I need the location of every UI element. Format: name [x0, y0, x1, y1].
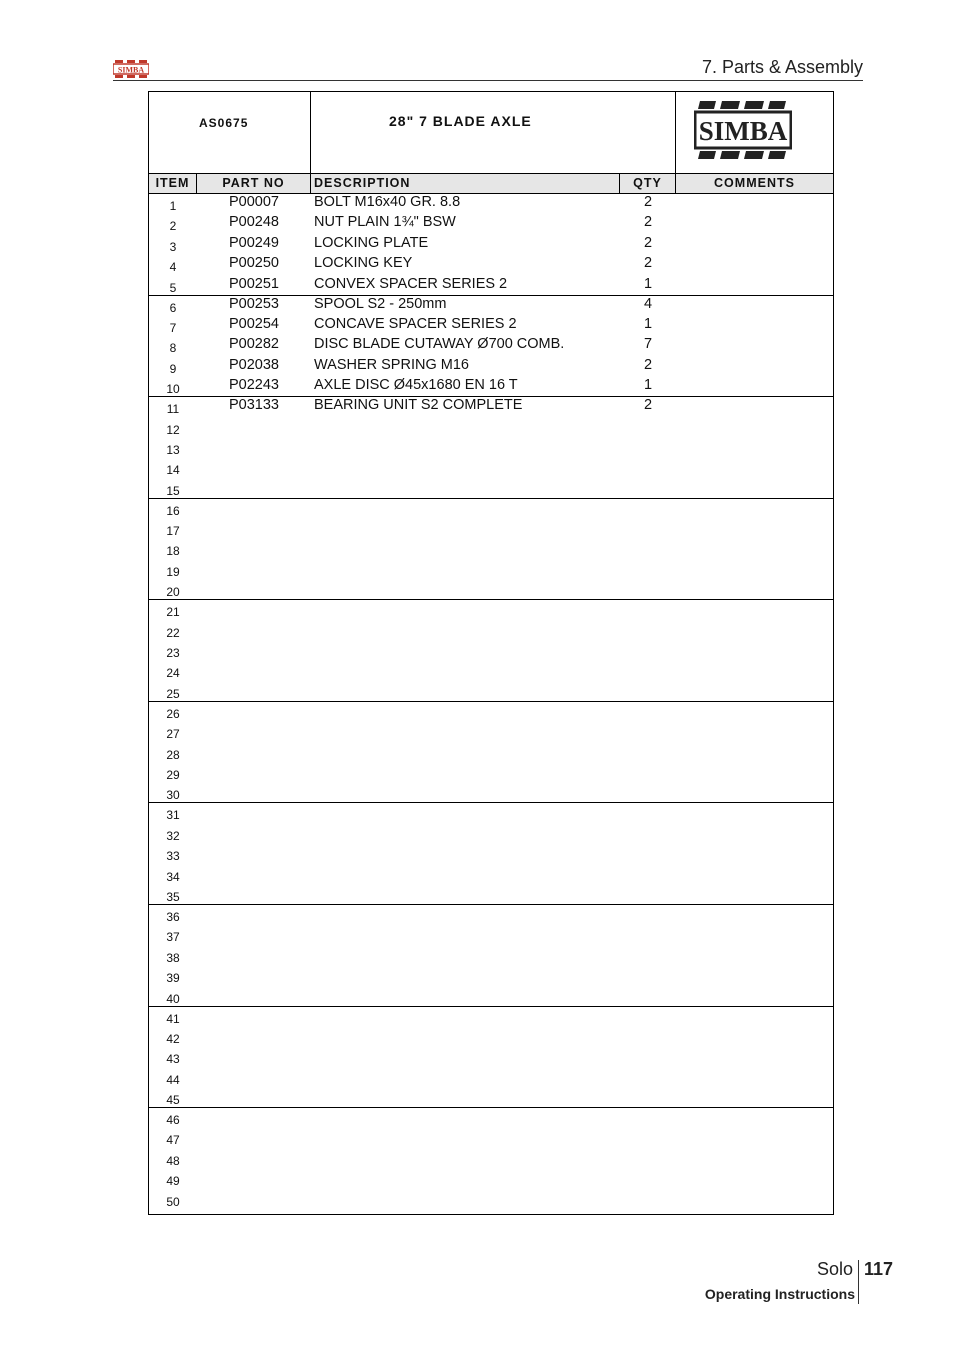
parts-list: [149, 194, 833, 1210]
table-row: [149, 682, 833, 702]
table-row: [149, 479, 833, 499]
item-number: 28: [166, 747, 180, 762]
part-qty: 2: [643, 234, 653, 251]
item-number: 45: [166, 1093, 180, 1108]
table-row: [149, 600, 833, 620]
part-number: P00249: [229, 234, 279, 251]
title-block: [149, 92, 833, 173]
item-number: 38: [166, 950, 180, 965]
table-row: [149, 641, 833, 661]
item-number: 3: [169, 239, 177, 254]
item-number: 25: [166, 686, 180, 701]
item-number: 35: [166, 889, 180, 904]
table-row: [149, 824, 833, 844]
table-row: [149, 763, 833, 783]
col-header-qty: QTY: [620, 174, 676, 193]
item-number: 5: [169, 280, 177, 295]
item-number: 30: [166, 788, 180, 803]
item-number: 48: [166, 1153, 180, 1168]
table-row: [149, 1068, 833, 1088]
item-number: 50: [166, 1194, 180, 1209]
item-number: 7: [169, 320, 177, 335]
item-number: 27: [166, 727, 180, 742]
table-row: [149, 844, 833, 864]
part-description: DISC BLADE CUTAWAY Ø700 COMB.: [314, 336, 565, 353]
col-header-description: DESCRIPTION: [311, 174, 620, 193]
footer-doc-type: Operating Instructions: [704, 1286, 855, 1302]
part-qty: 4: [643, 295, 653, 312]
item-number: 1: [169, 199, 177, 213]
item-number: 23: [166, 646, 180, 661]
part-number: P00253: [229, 295, 279, 312]
part-number: P02038: [229, 356, 279, 373]
part-qty: 2: [643, 397, 653, 414]
table-row: [149, 519, 833, 539]
item-number: 39: [166, 971, 180, 986]
table-row: [149, 357, 833, 377]
item-number: 32: [166, 828, 180, 843]
item-number: 2: [169, 219, 177, 234]
part-description: WASHER SPRING M16: [314, 356, 469, 373]
item-number: 42: [166, 1031, 180, 1046]
table-row: [149, 438, 833, 458]
table-row: [149, 194, 833, 214]
item-number: 22: [166, 625, 180, 640]
item-number: 43: [166, 1052, 180, 1067]
table-row: [149, 1088, 833, 1108]
col-header-comments: COMMENTS: [714, 176, 795, 190]
col-header-item: ITEM: [149, 174, 197, 193]
column-headers: [149, 173, 833, 194]
part-number: P00250: [229, 255, 279, 272]
table-row: [149, 783, 833, 803]
part-qty: 2: [643, 356, 653, 373]
item-number: 46: [166, 1113, 180, 1128]
part-description: LOCKING KEY: [314, 255, 413, 272]
svg-text:SIMBA: SIMBA: [698, 116, 788, 146]
item-number: 29: [166, 767, 180, 782]
item-number: 12: [166, 422, 180, 437]
table-row: [149, 966, 833, 986]
part-description: LOCKING PLATE: [314, 234, 429, 251]
item-number: 6: [169, 300, 177, 315]
table-row: [149, 560, 833, 580]
item-number: 41: [166, 1011, 180, 1026]
assembly-code: AS0675: [199, 116, 249, 130]
table-row: [149, 885, 833, 905]
table-row: [149, 987, 833, 1007]
table-row: [149, 946, 833, 966]
table-row: [149, 1108, 833, 1128]
part-description: CONVEX SPACER SERIES 2: [314, 275, 508, 292]
table-row: [149, 1007, 833, 1027]
item-number: 13: [166, 442, 180, 457]
part-qty: 1: [643, 275, 653, 292]
part-description: BOLT M16x40 GR. 8.8: [314, 194, 461, 210]
table-row: [149, 458, 833, 478]
table-row: [149, 1169, 833, 1189]
simba-logo: [694, 99, 792, 161]
part-number: P00254: [229, 315, 279, 332]
table-row: [149, 580, 833, 600]
item-number: 14: [166, 463, 180, 478]
part-qty: 7: [643, 336, 653, 353]
table-row: [149, 743, 833, 763]
table-row: [149, 255, 833, 275]
table-row: [149, 418, 833, 438]
assembly-title-cell: [311, 92, 676, 173]
table-row: [149, 803, 833, 823]
parts-sheet: [148, 91, 834, 1215]
part-number: P03133: [229, 397, 279, 414]
table-row: [149, 702, 833, 722]
item-number: 26: [166, 706, 180, 721]
part-number: P00251: [229, 275, 279, 292]
item-number: 17: [166, 524, 180, 539]
table-row: [149, 1190, 833, 1210]
item-number: 34: [166, 869, 180, 884]
col-header-part-no: PART NO: [197, 174, 311, 193]
item-number: 20: [166, 585, 180, 600]
part-description: AXLE DISC Ø45x1680 EN 16 T: [314, 377, 518, 394]
part-qty: 1: [643, 377, 653, 394]
table-row: [149, 1047, 833, 1067]
item-number: 31: [166, 808, 180, 823]
table-row: [149, 499, 833, 519]
simba-logo-small: [113, 59, 149, 79]
item-number: 11: [166, 402, 180, 417]
assembly-title: 28" 7 BLADE AXLE: [389, 113, 532, 129]
part-qty: 2: [643, 194, 653, 210]
item-number: 44: [166, 1072, 180, 1087]
item-number: 49: [166, 1174, 180, 1189]
part-description: NUT PLAIN 1¾" BSW: [314, 214, 456, 231]
table-row: [149, 722, 833, 742]
item-number: 4: [169, 260, 177, 275]
part-number: P00282: [229, 336, 279, 353]
table-row: [149, 235, 833, 255]
item-number: 15: [166, 483, 180, 498]
part-qty: 1: [643, 315, 653, 332]
item-number: 19: [166, 564, 180, 579]
part-number: P02243: [229, 377, 279, 394]
part-description: BEARING UNIT S2 COMPLETE: [314, 397, 523, 414]
section-title: 7. Parts & Assembly: [701, 57, 863, 77]
item-number: 16: [166, 503, 180, 518]
assembly-code-cell: [149, 92, 311, 173]
table-row: [149, 316, 833, 336]
item-number: 24: [166, 666, 180, 681]
item-number: 8: [169, 341, 177, 356]
item-number: 9: [169, 361, 177, 376]
table-row: [149, 661, 833, 681]
footer-divider: [858, 1260, 859, 1304]
svg-text:SIMBA: SIMBA: [117, 65, 145, 75]
item-number: 40: [166, 991, 180, 1006]
part-qty: 2: [643, 214, 653, 231]
table-row: [149, 214, 833, 234]
table-row: [149, 1027, 833, 1047]
table-row: [149, 296, 833, 316]
table-row: [149, 336, 833, 356]
table-row: [149, 905, 833, 925]
table-row: [149, 539, 833, 559]
table-row: [149, 1128, 833, 1148]
item-number: 21: [166, 605, 180, 620]
table-row: [149, 925, 833, 945]
part-description: SPOOL S2 - 250mm: [314, 295, 447, 312]
item-number: 36: [166, 909, 180, 924]
item-number: 10: [166, 382, 180, 397]
simba-logo-cell: [676, 92, 833, 173]
table-row: [149, 1149, 833, 1169]
item-number: 33: [166, 849, 180, 864]
footer-model: Solo: [817, 1259, 854, 1279]
part-number: P00007: [229, 194, 279, 210]
part-qty: 2: [643, 255, 653, 272]
part-number: P00248: [229, 214, 279, 231]
item-number: 47: [166, 1133, 180, 1148]
item-number: 18: [166, 544, 180, 559]
table-row: [149, 865, 833, 885]
page-number: 117: [864, 1259, 894, 1279]
part-description: CONCAVE SPACER SERIES 2: [314, 315, 517, 332]
table-row: [149, 276, 833, 296]
item-number: 37: [166, 930, 180, 945]
table-row: [149, 397, 833, 417]
table-row: [149, 621, 833, 641]
table-row: [149, 377, 833, 397]
header-divider: [113, 80, 863, 81]
